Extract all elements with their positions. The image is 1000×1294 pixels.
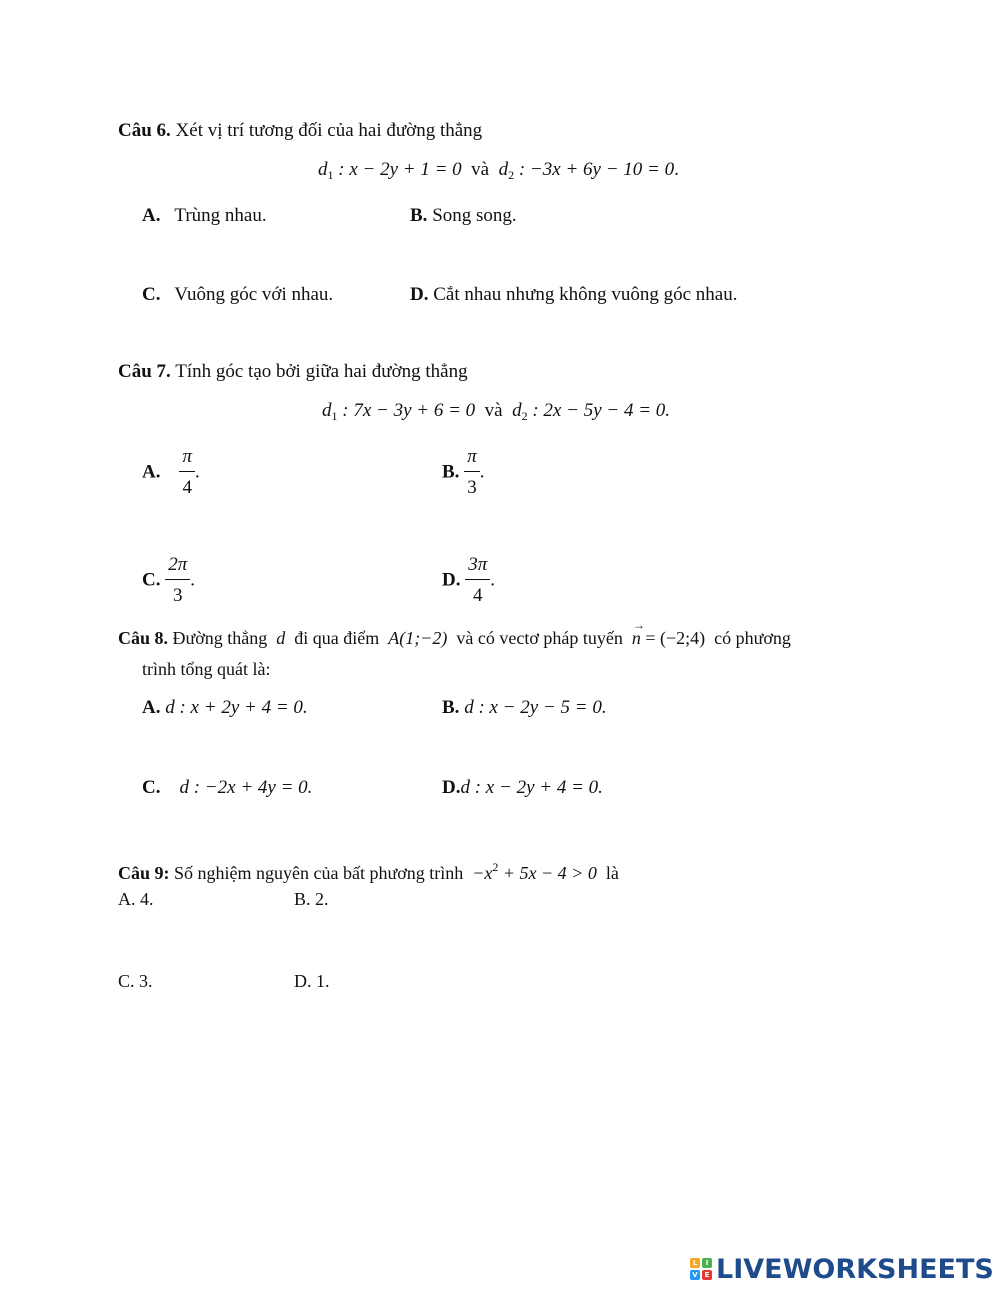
fraction-denominator: 3 [467, 477, 477, 498]
question-9-text: là [605, 863, 619, 883]
question-8-label: Câu 8. [118, 628, 169, 648]
q6-option-c[interactable] [142, 285, 333, 304]
fraction-numerator: 2π [165, 554, 190, 580]
q8-option-a[interactable] [142, 698, 308, 717]
option-letter: B. [442, 461, 460, 483]
option-text: 2. [315, 889, 329, 909]
eq-d2-expression: : 2x − 5y − 4 = 0. [532, 400, 671, 421]
normal-vector [631, 618, 645, 648]
q6-option-a[interactable] [142, 206, 267, 225]
option-letter: A. [142, 461, 161, 483]
eq-d2-symbol: d [512, 400, 522, 421]
eq-and: và [484, 400, 503, 421]
question-7-heading [118, 362, 468, 381]
fraction-denominator: 4 [473, 585, 483, 606]
fraction [179, 446, 195, 499]
question-9-text: Số nghiệm nguyên của bất phương trình [174, 863, 464, 883]
option-text: d : −2x + 4y = 0. [179, 777, 313, 798]
option-letter: C. [142, 284, 161, 305]
fraction-denominator: 4 [182, 477, 192, 498]
option-text: 1. [316, 971, 330, 991]
option-letter: D. [294, 971, 312, 991]
question-8-text: có phương [714, 628, 791, 648]
logo-tile: I [702, 1258, 712, 1268]
option-text: Song song. [432, 205, 517, 226]
question-6-heading [118, 121, 482, 140]
option-end: . [490, 569, 496, 591]
eq-d1-subscript: 1 [331, 409, 338, 423]
option-text: Trùng nhau. [174, 205, 267, 226]
fraction-numerator: π [179, 446, 195, 472]
eq-d2-symbol: d [498, 159, 509, 180]
q6-option-d[interactable] [410, 285, 737, 304]
option-text: 4. [140, 889, 154, 909]
option-letter: A. [142, 697, 161, 718]
question-8-text: và có vectơ pháp tuyến [456, 628, 623, 648]
option-text: Vuông góc với nhau. [174, 284, 334, 305]
option-end: . [479, 461, 485, 483]
option-end: . [190, 569, 196, 591]
question-9-label: Câu 9: [118, 863, 170, 883]
eq-d1-symbol: d [322, 400, 332, 421]
option-letter: D. [442, 569, 461, 591]
liveworksheets-logo[interactable] [690, 1254, 994, 1284]
line-d-symbol: d [276, 628, 286, 648]
question-8-text: đi qua điểm [294, 628, 380, 648]
fraction-numerator: π [464, 446, 480, 472]
question-7-label: Câu 7. [118, 361, 171, 382]
q8-option-d[interactable] [442, 778, 603, 797]
question-6-label: Câu 6. [118, 120, 171, 141]
q7-option-d[interactable] [442, 554, 495, 607]
eq-d2-subscript: 2 [521, 409, 528, 423]
logo-mark-icon [690, 1258, 712, 1280]
q9-option-b[interactable] [294, 890, 329, 908]
fraction [465, 554, 490, 607]
q8-option-b[interactable] [442, 698, 607, 717]
option-letter: B. [442, 697, 460, 718]
fraction [165, 554, 190, 607]
option-letter: B. [410, 205, 428, 226]
question-8-line2: trình tổng quát là: [142, 659, 271, 679]
question-6-text: Xét vị trí tương đối của hai đường thẳng [175, 120, 483, 141]
eq-d1-expression: : x − 2y + 1 = 0 [338, 159, 462, 180]
option-end: . [195, 461, 200, 483]
logo-tile: E [702, 1270, 712, 1280]
eq-d1-expression: : 7x − 3y + 6 = 0 [342, 400, 476, 421]
option-letter: A. [118, 889, 136, 909]
inequality-part: + 5x − 4 > 0 [502, 863, 597, 883]
question-7-equation [322, 401, 670, 422]
q7-option-c[interactable] [142, 554, 195, 607]
option-letter: B. [294, 889, 311, 909]
q7-option-b[interactable] [442, 446, 484, 499]
option-text: 3. [139, 971, 153, 991]
question-9-heading [118, 861, 619, 882]
option-text: Cắt nhau nhưng không vuông góc nhau. [433, 284, 738, 305]
eq-and: và [471, 159, 490, 180]
fraction-numerator: 3π [465, 554, 490, 580]
eq-d2-subscript: 2 [508, 168, 515, 182]
question-8-heading [118, 618, 791, 648]
question-7-text: Tính góc tạo bởi giữa hai đường thẳng [175, 361, 468, 382]
normal-vector-symbol: n [631, 628, 641, 648]
eq-d2-expression: : −3x + 6y − 10 = 0 [518, 159, 675, 180]
option-letter: D. [410, 284, 429, 305]
option-text: d : x − 2y − 5 = 0. [464, 697, 607, 718]
option-letter: D. [442, 777, 461, 798]
normal-vector-value: = (−2;4) [645, 628, 706, 648]
q9-option-c[interactable] [118, 972, 153, 990]
q8-option-c[interactable] [142, 778, 312, 797]
q7-option-a[interactable] [142, 446, 200, 499]
option-text: d : x + 2y + 4 = 0. [165, 697, 308, 718]
q6-option-b[interactable] [410, 206, 517, 225]
vector-arrow-icon: → [632, 618, 645, 632]
option-letter: A. [142, 205, 161, 226]
inequality-part: −x [472, 863, 493, 883]
option-letter: C. [142, 569, 161, 591]
q9-option-d[interactable] [294, 972, 330, 990]
eq-d1-symbol: d [318, 159, 328, 180]
q9-option-a[interactable] [118, 890, 154, 908]
option-text: d : x − 2y + 4 = 0. [460, 777, 603, 798]
logo-text: LIVEWORKSHEETS [716, 1253, 994, 1285]
option-letter: C. [142, 777, 161, 798]
question-8-text: Đường thẳng [172, 628, 268, 648]
fraction [464, 446, 480, 499]
question-6-equation [318, 160, 679, 181]
logo-tile: V [690, 1270, 700, 1280]
point-a: A(1;−2) [388, 628, 448, 648]
option-letter: C. [118, 971, 135, 991]
eq-d1-subscript: 1 [327, 168, 334, 182]
logo-tile: L [690, 1258, 700, 1268]
inequality-exponent: 2 [492, 860, 499, 874]
fraction-denominator: 3 [173, 585, 183, 606]
eq-end: . [674, 159, 679, 180]
